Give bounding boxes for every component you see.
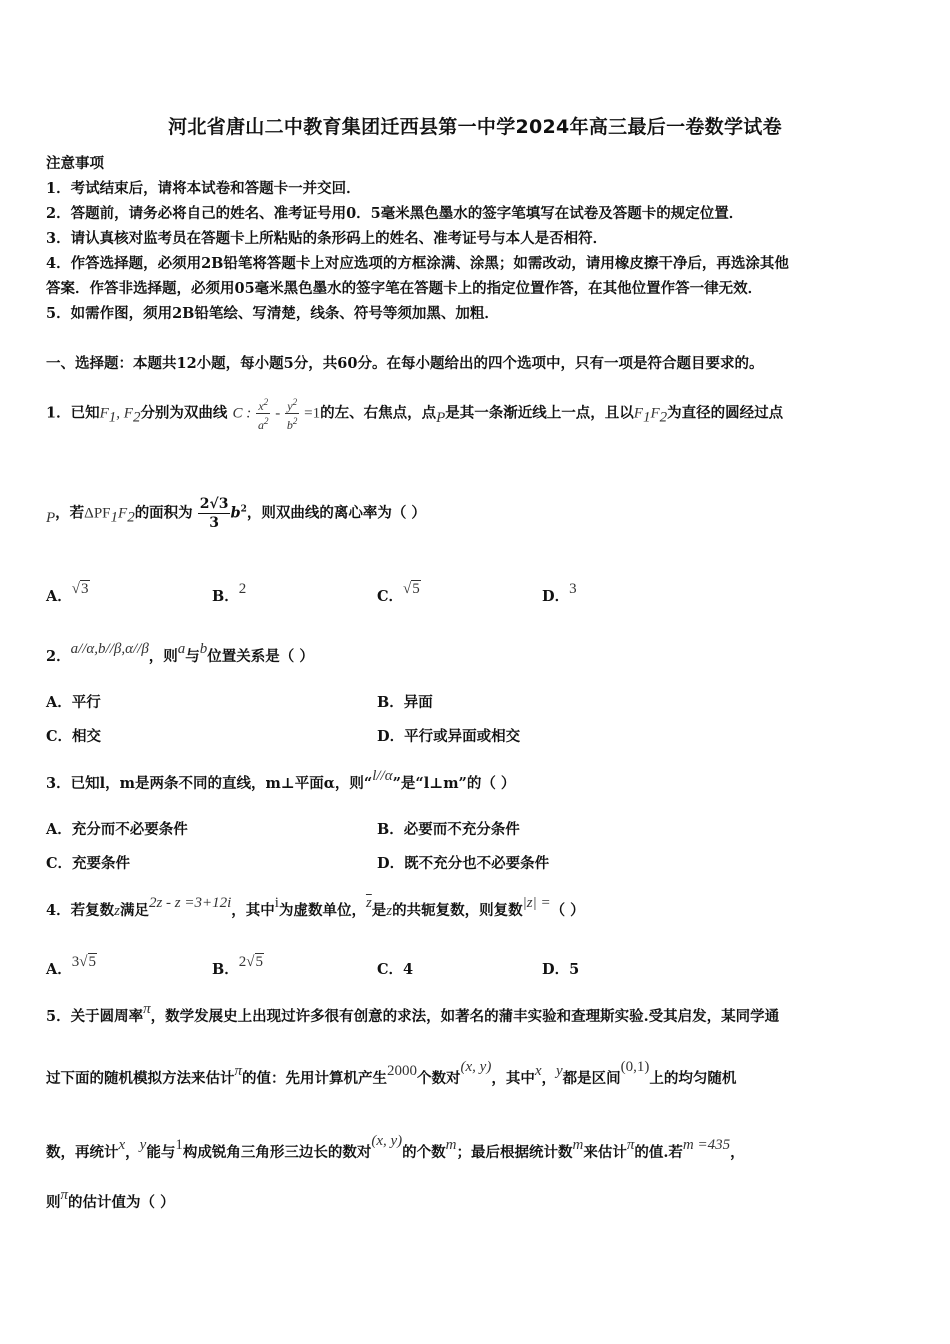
q4-option-b[interactable]: B．2√5 [212, 954, 263, 978]
q1-text: 是其一条渐近线上一点，且以 [445, 404, 634, 422]
q4-option-a[interactable]: A．3√5 [46, 954, 96, 978]
q4-equation: 2z - z =3+12i [148, 895, 232, 911]
sqrt-icon: 2√5 [238, 954, 263, 970]
notice-item-3: 3．请认真核对监考员在答题卡上所粘贴的条形码上的姓名、准考证号与本人是否相符． [46, 230, 608, 247]
question-5-line-2: 过下面的随机模拟方法来估计π的值：先用计算机产生2000个数对(x, y)，其中x，y都是区间(0,1)上的均匀随机 [46, 1059, 737, 1087]
notice-item-1: 1．考试结束后，请将本试卷和答题卡一并交回． [46, 180, 361, 197]
question-1-line-1: 1．已知$F_1$, $F_2$分别为双曲线 C : $\frac{x^2}{a^2}$ - $\frac{y^2}{b^2}$ =1的左、右焦点，点P是其一条渐近线上一点，且以$F_1F_2$为直径的圆经过点 [46, 397, 784, 432]
section-heading: 一、选择题：本题共12小题，每小题5分，共60分。在每小题给出的四个选项中，只有一项是符合题目要求的。 [46, 355, 764, 372]
sqrt-icon: 3√5 [71, 954, 96, 970]
notice-heading: 注意事项 [46, 155, 104, 172]
notice-item-4: 4．作答选择题，必须用2B铅笔将答题卡上对应选项的方框涂满、涂黑；如需改动，请用橡皮擦干净后，再选涂其他 [46, 255, 789, 272]
q3-option-c[interactable]: C．充要条件 [46, 855, 131, 872]
question-5-line-1: 5．关于圆周率π，数学发展史上出现过许多很有创意的求法，如著名的蒲丰实验和查理斯实验.受其启发，某同学通 [46, 1001, 780, 1025]
q1-eq1: =1 [304, 405, 321, 422]
q1-option-c[interactable]: C．√5 [377, 581, 420, 605]
q1-text: 为直径的圆经过点 [667, 404, 784, 422]
q1-comma: , F [116, 405, 133, 422]
sqrt-icon: √3 [71, 581, 89, 597]
q2-option-a[interactable]: A．平行 [46, 694, 101, 711]
q1-area-den: 3 [209, 515, 219, 531]
q1-option-b[interactable]: B．2 [212, 581, 247, 605]
question-5-line-4: 则π的估计值为（ ） [46, 1187, 175, 1211]
q4-option-c[interactable]: C．4 [377, 961, 414, 978]
q1-frac-x-num: x [258, 399, 264, 413]
q1-frac-y-den: b [286, 418, 293, 432]
q1-area-b: b [230, 504, 241, 522]
q4-abs-z: |z| = [522, 895, 551, 911]
q1-text: 的面积为 [134, 504, 193, 522]
q1-point-p: P [436, 409, 446, 426]
q1-f1f2: F [633, 405, 643, 422]
q1-f-sub2: 2 [132, 409, 141, 426]
q1-f: F [99, 405, 109, 422]
notice-item-4-cont: 答案．作答非选择题，必须用05毫米黑色墨水的签字笔在答题卡上的指定位置作答，在其他位置作答一律无效． [46, 280, 763, 297]
q1-text: ，则双曲线的离心率为（ ） [246, 504, 426, 522]
q2-expr: a//α,b//β,α//β [70, 641, 149, 657]
question-4: 4．若复数z满足2z - z =3+12i，其中i为虚数单位，$\overline{z}$是z的共轭复数，则复数|z| =（ ） [46, 895, 585, 919]
q1-frac-y-num: y [287, 399, 293, 413]
q1-area-num: 2√3 [199, 496, 229, 512]
q1-hyperbola-c: C : [232, 405, 252, 422]
page-title: 河北省唐山二中教育集团迁西县第一中学2024年高三最后一卷数学试卷 [168, 116, 782, 138]
q1-option-a[interactable]: A．√3 [46, 581, 89, 605]
q1-text: 分别为双曲线 [140, 404, 228, 422]
q2-option-b[interactable]: B．异面 [377, 694, 433, 711]
notice-item-2: 2．答题前，请务必将自己的姓名、准考证号用0．5毫米黑色墨水的签字笔填写在试卷及答题卡的规定位置． [46, 205, 744, 222]
q1-f-sub1: 1 [108, 409, 117, 426]
q1-text: 的左、右焦点，点 [320, 404, 437, 422]
question-2: 2．a//α,b//β,α//β，则a与b位置关系是（ ） [46, 641, 314, 665]
q4-option-d[interactable]: D．5 [542, 961, 580, 978]
q1-option-d[interactable]: D．3 [542, 581, 577, 605]
question-5-line-3: 数，再统计x，y能与1构成锐角三角形三边长的数对(x, y)的个数m；最后根据统计数m来估计π的值.若m =435， [46, 1133, 745, 1161]
q2-option-c[interactable]: C．相交 [46, 728, 102, 745]
q1-text: 1．已知 [46, 404, 100, 422]
q1-area-frac [198, 495, 231, 532]
q1-frac-x-den: a [257, 418, 264, 432]
q1-minus: - [275, 405, 281, 422]
q3-option-a[interactable]: A．充分而不必要条件 [46, 821, 188, 838]
q2-option-d[interactable]: D．平行或异面或相交 [377, 728, 521, 745]
q3-expr: l//α [372, 768, 393, 784]
q1-text: ，若 [55, 504, 85, 522]
q1-frac-y: $\frac{y^2}{b^2}$ [286, 397, 298, 432]
q1-point-p2: P [46, 509, 56, 526]
q1-triangle: ΔPF [84, 505, 111, 522]
q1-frac-x: $\frac{x^2}{a^2}$ [257, 397, 269, 432]
sqrt-icon: √5 [403, 581, 420, 597]
question-3: 3．已知l，m是两条不同的直线，m⊥平面α，则“l//α”是“l⊥m”的（ ） [46, 768, 516, 792]
question-1-line-2: P，若$\Delta PF_1F_2$的面积为 $\frac{2√3}{3}$ $b^2$，则双曲线的离心率为（ ） [46, 496, 426, 531]
q3-option-d[interactable]: D．既不充分也不必要条件 [377, 855, 550, 872]
notice-item-5: 5．如需作图，须用2B铅笔绘、写清楚，线条、符号等须加黑、加粗． [46, 305, 499, 322]
q3-option-b[interactable]: B．必要而不充分条件 [377, 821, 520, 838]
